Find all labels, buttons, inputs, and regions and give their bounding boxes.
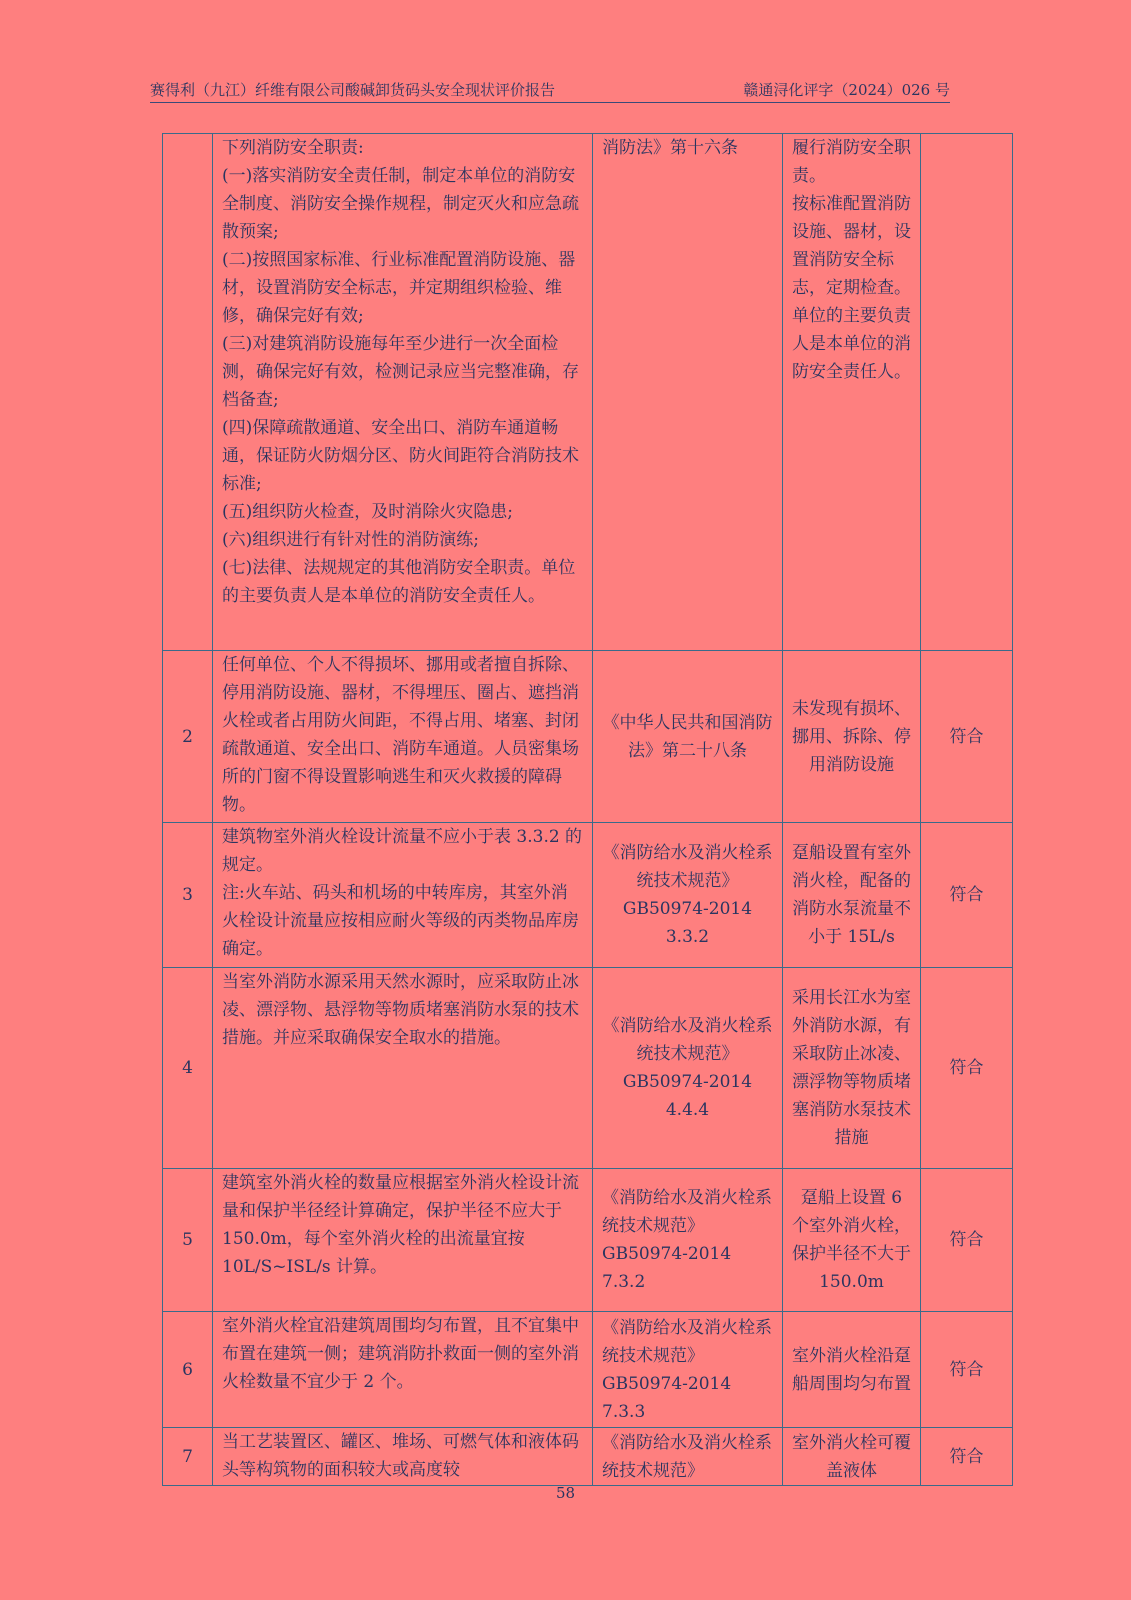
finding-cell: 履行消防安全职责。 按标准配置消防设施、器材，设置消防安全标志，定期检查。 单位的主要负责人是本单位的消防安全责任人。 xyxy=(783,134,921,651)
requirement-cell: 当工艺装置区、罐区、堆场、可燃气体和液体码头等构筑物的面积较大或高度较 xyxy=(213,1428,593,1486)
finding-cell: 趸船设置有室外消火栓，配备的消防水泵流量不小于 15L/s xyxy=(783,823,921,968)
basis-cell: 《消防给水及消火栓系统技术规范》 GB50974-2014 3.3.2 xyxy=(593,823,783,968)
result-cell: 符合 xyxy=(921,1169,1013,1312)
table-row xyxy=(163,1169,1013,1312)
basis-cell: 《消防给水及消火栓系统技术规范》 GB50974-2014 7.3.3 xyxy=(593,1312,783,1428)
report-number: 赣通浔化评字（2024）026 号 xyxy=(743,81,950,99)
row-number: 7 xyxy=(163,1428,213,1486)
requirement-cell: 当室外消防水源采用天然水源时，应采取防止冰凌、漂浮物、悬浮物等物质堵塞消防水泵的技术措施。并应采取确保安全取水的措施。 xyxy=(213,968,593,1169)
report-title: 赛得利（九江）纤维有限公司酸碱卸货码头安全现状评价报告 xyxy=(150,81,556,99)
page-number: 58 xyxy=(555,1484,576,1502)
row-number: 6 xyxy=(163,1312,213,1428)
row-number: 2 xyxy=(163,651,213,823)
finding-cell: 室外消火栓可覆盖液体 xyxy=(783,1428,921,1486)
result-cell: 符合 xyxy=(921,1428,1013,1486)
finding-cell: 趸船上设置 6 个室外消火栓，保护半径不大于 150.0m xyxy=(783,1169,921,1312)
table-row xyxy=(163,651,1013,823)
basis-cell: 《消防给水及消火栓系统技术规范》 GB50974-2014 7.3.2 xyxy=(593,1169,783,1312)
result-cell: 符合 xyxy=(921,968,1013,1169)
page-header xyxy=(150,80,950,103)
result-cell: 符合 xyxy=(921,651,1013,823)
row-number: 5 xyxy=(163,1169,213,1312)
basis-cell: 《消防给水及消火栓系统技术规范》 xyxy=(593,1428,783,1486)
result-cell: 符合 xyxy=(921,823,1013,968)
requirement-cell: 建筑物室外消火栓设计流量不应小于表 3.3.2 的规定。 注:火车站、码头和机场的中转库房，其室外消火栓设计流量应按相应耐火等级的丙类物品库房确定。 xyxy=(213,823,593,968)
result-cell: 符合 xyxy=(921,1312,1013,1428)
requirement-cell: 建筑室外消火栓的数量应根据室外消火栓设计流量和保护半径经计算确定，保护半径不应大于 150.0m，每个室外消火栓的出流量宜按 10L/S~ISL/s 计算。 xyxy=(213,1169,593,1312)
requirement-cell: 室外消火栓宜沿建筑周围均匀布置，且不宜集中布置在建筑一侧；建筑消防扑救面一侧的室外消火栓数量不宜少于 2 个。 xyxy=(213,1312,593,1428)
requirement-cell: 任何单位、个人不得损坏、挪用或者擅自拆除、停用消防设施、器材，不得埋压、圈占、遮挡消火栓或者占用防火间距，不得占用、堵塞、封闭疏散通道、安全出口、消防车通道。人员密集场所的门窗不得设置影响逃生和灭火救援的障碍物。 xyxy=(213,651,593,823)
table-row xyxy=(163,1312,1013,1428)
basis-cell: 《中华人民共和国消防法》第二十八条 xyxy=(593,651,783,823)
row-number xyxy=(163,134,213,651)
basis-cell: 《消防给水及消火栓系统技术规范》 GB50974-2014 4.4.4 xyxy=(593,968,783,1169)
table-row xyxy=(163,1428,1013,1486)
finding-cell: 采用长江水为室外消防水源，有采取防止冰凌、漂浮物等物质堵塞消防水泵技术措施 xyxy=(783,968,921,1169)
table-row xyxy=(163,823,1013,968)
finding-cell: 未发现有损坏、挪用、拆除、停用消防设施 xyxy=(783,651,921,823)
inspection-table xyxy=(162,133,1013,1486)
basis-cell: 消防法》第十六条 xyxy=(593,134,783,651)
finding-cell: 室外消火栓沿趸船周围均匀布置 xyxy=(783,1312,921,1428)
row-number: 4 xyxy=(163,968,213,1169)
row-number: 3 xyxy=(163,823,213,968)
requirement-cell: 下列消防安全职责: (一)落实消防安全责任制，制定本单位的消防安全制度、消防安全操作规程，制定灭火和应急疏散预案; (二)按照国家标准、行业标准配置消防设施、器材，设置消防安全标志，并定期组织检验、维修，确保完好有效; (三)对建筑消防设施每年至少进行一次全面检测，确保完好有效，检测记录应当完整准确，存档备查; (四)保障疏散通道、安全出口、消防车通道畅通，保证防火防烟分区、防火间距符合消防技术标准; (五)组织防火检查，及时消除火灾隐患; (六)组织进行有针对性的消防演练; (七)法律、法规规定的其他消防安全职责。单位的主要负责人是本单位的消防安全责任人。 xyxy=(213,134,593,651)
result-cell xyxy=(921,134,1013,651)
table-row xyxy=(163,968,1013,1169)
table-row xyxy=(163,134,1013,651)
